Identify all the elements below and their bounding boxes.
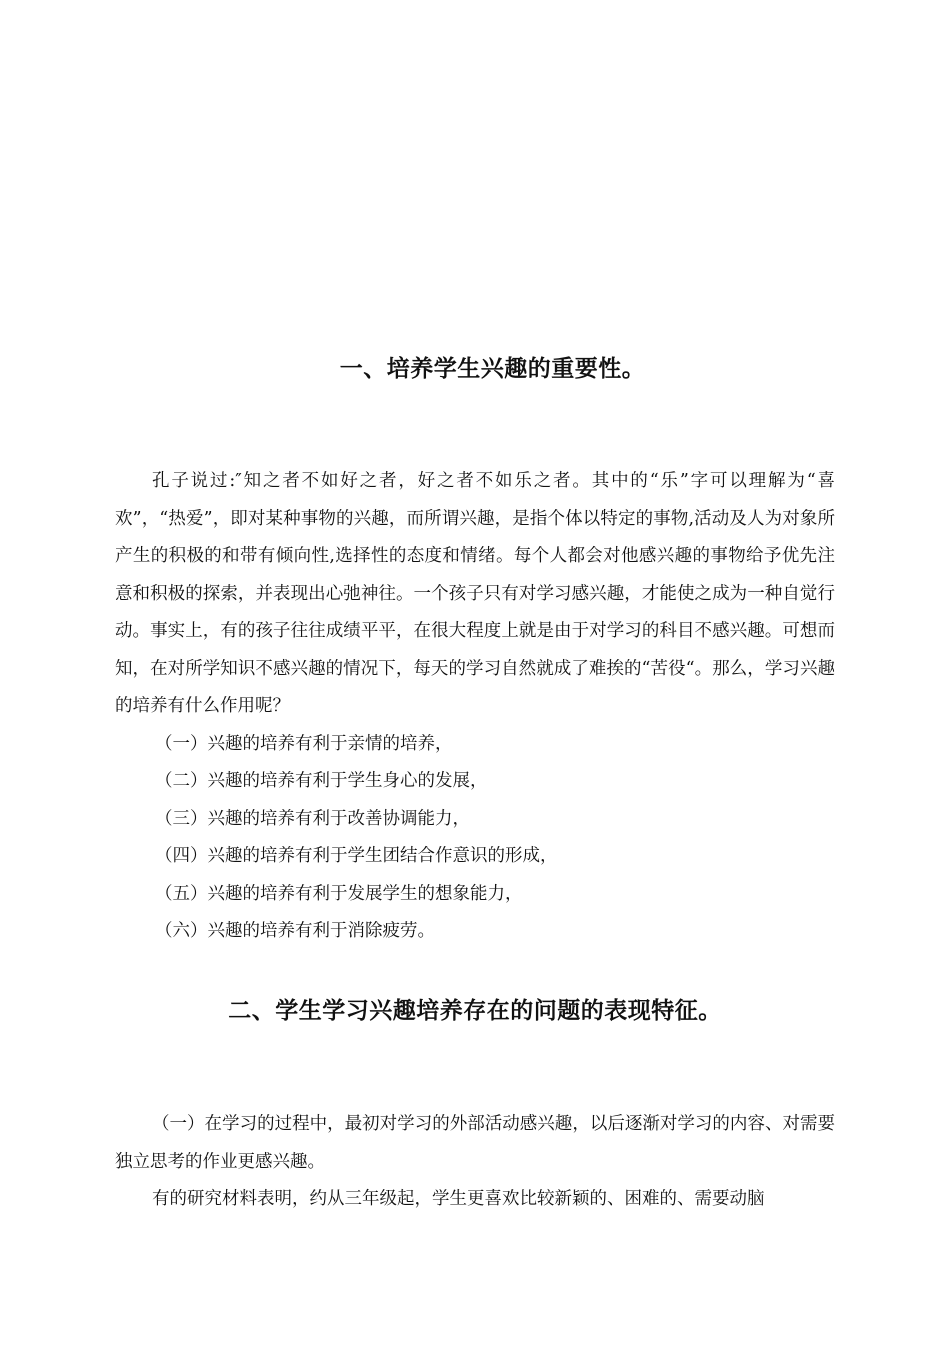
section-2-heading: 二、学生学习兴趣培养存在的问题的表现特征。 xyxy=(228,998,722,1024)
benefits-list xyxy=(155,726,558,950)
list-item: （六）兴趣的培养有利于消除疲劳。 xyxy=(155,921,435,942)
list-item: （三）兴趣的培养有利于改善协调能力， xyxy=(155,808,470,829)
section-1-paragraph: 孔子说过:″知之者不如好之者，好之者不如乐之者。其中的“乐”字可以理解为“喜欢”，“热爱”，即对某种事物的兴趣，而所谓兴趣，是指个体以特定的事物,活动及人为对象所产生的积极的和带有倾向性,选择性的态度和情绪。每个人都会对他感兴趣的事物给予优先注意和积极的探索，并表现出心弛神往。一个孩子只有对学习感兴趣，才能使之成为一种自觉行动。事实上，有的孩子往往成绩平平，在很大程度上就是由于对学习的科目不感兴趣。可想而知，在对所学知识不感兴趣的情况下，每天的学习自然就成了难挨的“苦役“。那么，学习兴趣的培养有什么作用呢？ xyxy=(115,471,835,716)
list-item: （四）兴趣的培养有利于学生团结合作意识的形成， xyxy=(155,846,558,867)
list-item: （一）兴趣的培养有利于亲情的培养， xyxy=(155,734,453,754)
list-item: （五）兴趣的培养有利于发展学生的想象能力， xyxy=(155,883,523,904)
section-2-paragraph-1: （一）在学习的过程中，最初对学习的外部活动感兴趣，以后逐渐对学习的内容、对需要独立思考的作业更感兴趣。 xyxy=(115,1114,835,1172)
list-item: （二）兴趣的培养有利于学生身心的发展， xyxy=(155,771,488,792)
section-2-paragraph-2: 有的研究材料表明，约从三年级起，学生更喜欢比较新颖的、困难的、需要动脑 xyxy=(152,1189,765,1209)
section-1-heading: 一、培养学生兴趣的重要性。 xyxy=(339,356,646,382)
